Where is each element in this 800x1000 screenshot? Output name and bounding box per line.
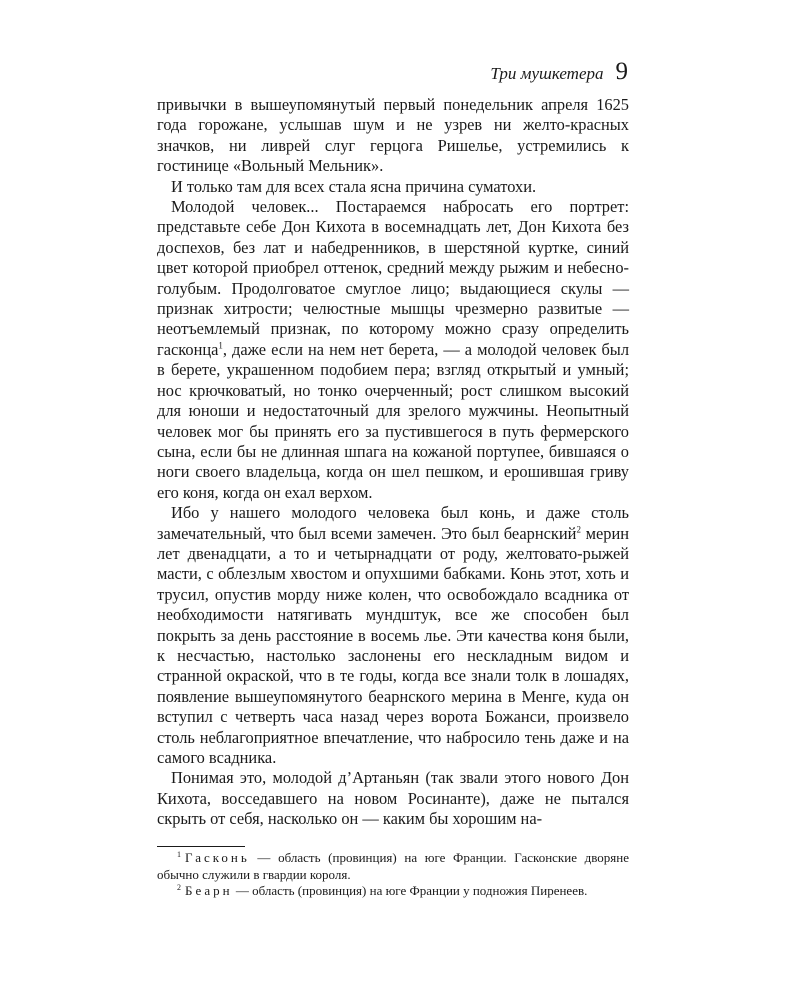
footnote-2-text: — область (провинция) на юге Франции у подножия Пиренеев. (232, 883, 588, 899)
footnote-ref-2[interactable]: 2 (576, 524, 581, 535)
paragraph-5: Понимая это, молодой д’Артаньян (так звали этого нового Дон Кихота, восседавшего на новом Росинанте), даже не пытался скрыть от себя, насколько он — каким бы хорошим на- (157, 768, 629, 829)
page-header (490, 58, 628, 86)
footnote-1 (157, 850, 629, 883)
footnote-1-marker: 1 (177, 849, 181, 859)
footnote-1-text: — область (провинция) на юге Франции. Гасконские дворяне обычно служили в гвардии короля. (157, 850, 629, 882)
running-title: Три мушкетера (490, 64, 604, 83)
footnote-1-term: Гасконь (185, 850, 250, 865)
paragraph-4-text-b: мерин лет двенадцати, а то и четырнадцати от роду, желтовато-рыжей масти, с облезлым хвостом и опухшими бабками. Конь этот, хоть и трусил, опустив морду ниже колен, что освобождало всадника от необходимости натягивать мундштук, все же способен был покрыть за день расстояние в восемь лье. Эти качества коня были, к несчастью, настолько заслонены его нескладным видом и странной окраской, что в те годы, когда все знали толк в лошадях, появление вышеупомянутого беарнского мерина в Менге, куда он вступил с четверть часа назад через ворота Божанси, произвело столь неблагоприятное впечатление, что набросило тень даже и на самого всадника. (157, 523, 629, 767)
paragraph-3-text-b: , даже если на нем нет берета, — а молодой человек был в берете, украшенном подобием пера; взгляд открытый и умный; нос крючковатый, но тонко очерченный; рост слишком высокий для юноши и недостаточный для зрелого мужчины. Неопытный человек мог бы принять его за пустившегося в путь фермерского сына, если бы не длинная шпага на кожаной портупее, бившаяся о ноги своего владельца, когда он шел пешком, и ерошившая гриву его коня, когда он ехал верхом. (157, 339, 629, 502)
footnote-2 (157, 883, 629, 900)
paragraph-4-text-a: Ибо у нашего молодого человека был конь, и даже столь замечательный, что был всеми замечен. Это был беарнский (157, 503, 629, 543)
paragraph-4 (157, 503, 629, 768)
paragraph-1: привычки в вышеупомянутый первый понедельник апреля 1625 года горожане, услышав шум и не узрев ни желто-красных значков, ни ливрей слуг герцога Ришелье, устремились к гостинице «Вольный Мельник». (157, 95, 629, 176)
main-text (157, 95, 629, 830)
paragraph-3-text-a: Молодой человек... Постараемся набросать его портрет: представьте себе Дон Кихота в восемнадцать лет, Дон Кихота без доспехов, без лат и набедренников, в шерстяной куртке, синий цвет которой приобрел оттенок, средний между рыжим и небесно-голубым. Продолговатое смуглое лицо; выдающиеся скулы — признак хитрости; челюстные мышцы чрезмерно развитые — неотъемлемый признак, по которому можно сразу определить гасконца (157, 197, 629, 359)
paragraph-3 (157, 197, 629, 503)
footnote-ref-1[interactable]: 1 (218, 340, 223, 351)
footnote-2-term: Беарн (185, 883, 233, 899)
footnote-separator (157, 846, 245, 847)
footnote-2-marker: 2 (177, 882, 181, 892)
footnotes (157, 850, 629, 900)
page-number: 9 (615, 58, 628, 85)
paragraph-2: И только там для всех стала ясна причина суматохи. (171, 176, 537, 196)
